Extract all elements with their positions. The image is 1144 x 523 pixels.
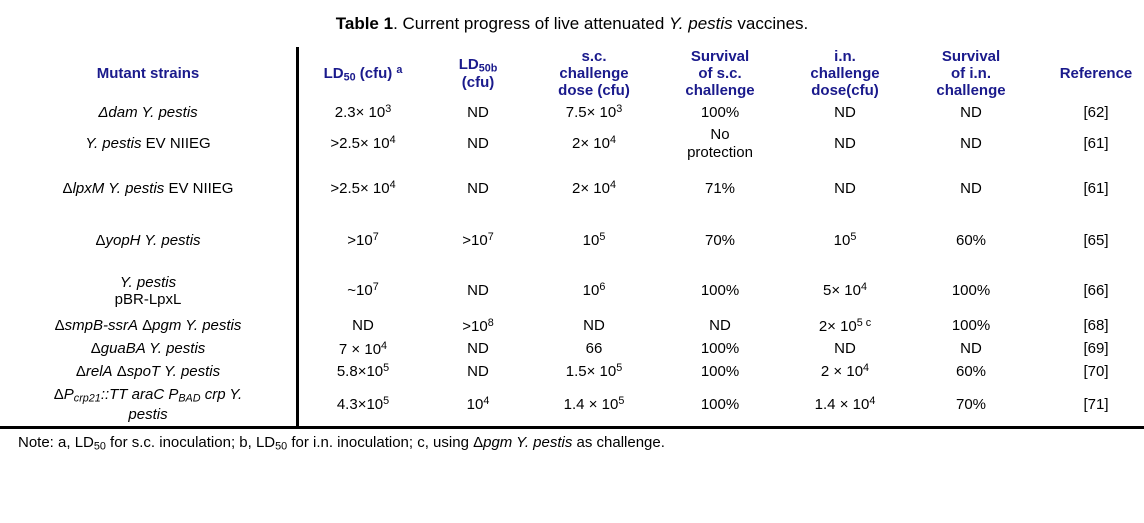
cell-ld50-b: ND (467, 103, 489, 121)
cell-in-survival: ND (960, 340, 982, 358)
cell-ld50-a: $4.3\times 10^5$ (298, 383, 428, 427)
cell-sc-dose: $2\times 10^4$ (572, 179, 616, 198)
cell-ld50-a: $>10^7$ (347, 231, 379, 250)
cell-ld50-b: ND (467, 134, 489, 152)
vaccines-table (0, 47, 1144, 429)
table-row (0, 124, 1144, 163)
table-row (0, 338, 1144, 361)
cell-sc-dose: $7.5\times 10^3$ (565, 103, 623, 122)
cell-reference: [69] (1083, 340, 1109, 358)
cell-in-survival: 70% (909, 383, 1033, 427)
cell-ld50-a: $>2.5\times 10^4$ (330, 179, 396, 198)
cell-in-dose: ND (834, 340, 856, 358)
cell-reference: [66] (1083, 281, 1109, 299)
header-ld50-a: $LD_{50}$ (cfu) $^a$ (323, 64, 403, 84)
table-caption (0, 0, 1144, 47)
cell-ld50-b: ND (467, 362, 489, 380)
cell-in-survival: 60% (955, 231, 987, 249)
cell-strain: ΔguaBA Y. pestis (0, 338, 298, 361)
cell-sc-dose: $2\times 10^4$ (572, 134, 616, 152)
cell-sc-dose: $1.4 \times 10^5$ (529, 383, 659, 427)
cell-reference: [62] (1083, 103, 1109, 121)
cell-ld50-b: ND (467, 281, 489, 299)
cell-strain: ΔyopH Y. pestis (0, 215, 298, 267)
cell-in-survival: ND (960, 103, 982, 121)
cell-ld50-b: $>10^7$ (462, 231, 494, 250)
cell-sc-survival: No protection (687, 126, 753, 161)
cell-sc-dose: ND (583, 317, 605, 335)
table-note: Note: a, $LD_{50}$ for s.c. inoculation; b, $LD_{50}$ for i.n. inoculation; c, using Δpgm Y. pestis as challenge. (18, 433, 665, 453)
cell-ld50-b: ND (467, 179, 489, 197)
cell-ld50-a: $7 \times 10^4$ (338, 339, 388, 358)
cell-reference: [61] (1083, 134, 1109, 152)
cell-ld50-a: $2.3\times 10^3$ (334, 103, 392, 122)
table-header (0, 47, 1144, 101)
cell-in-dose: $1.4 \times 10^4$ (781, 383, 909, 427)
cell-sc-survival: 100% (700, 103, 740, 121)
table-row (0, 360, 1144, 383)
cell-in-dose: $10^5$ (833, 231, 857, 250)
cell-ld50-a: $>2.5\times 10^4$ (330, 134, 396, 152)
cell-sc-survival: 100% (700, 281, 740, 299)
cell-strain: $\Delta P_{crp21}::TT$ araC $P_{BAD}$ crp Y. pestis (0, 383, 298, 427)
cell-in-survival: 100% (951, 317, 991, 335)
header-sc-survival: Survival of s.c. challenge (685, 48, 755, 99)
table-row (0, 315, 1144, 338)
cell-reference: [71] (1033, 383, 1144, 427)
caption-label: Table 1 (335, 14, 394, 33)
cell-sc-survival: 100% (659, 383, 781, 427)
table-row (0, 101, 1144, 124)
cell-strain: Y. pestis EV NIIEG (0, 124, 298, 163)
table-body (0, 101, 1144, 427)
cell-sc-dose: $10^6$ (582, 281, 606, 300)
caption-species: Y. pestis (669, 14, 733, 33)
header-sc-challenge-dose: s.c. challenge dose (cfu) (558, 48, 630, 99)
cell-sc-survival: ND (709, 317, 731, 335)
cell-strain: ΔsmpB-ssrA Δpgm Y. pestis (0, 315, 298, 338)
cell-reference: [70] (1083, 362, 1109, 380)
cell-reference: [61] (1083, 179, 1109, 197)
cell-sc-dose: 66 (585, 340, 603, 358)
cell-sc-survival: 71% (704, 179, 736, 197)
cell-reference: [68] (1083, 317, 1109, 335)
header-mutant-strains: Mutant strains (0, 47, 298, 101)
cell-strain: Δdam Y. pestis (0, 101, 298, 124)
cell-ld50-b: ND (467, 340, 489, 358)
cell-in-dose: $2 \times 10^4$ (820, 362, 870, 381)
table-row (0, 383, 1144, 427)
table-row (0, 215, 1144, 267)
cell-ld50-b: $10^4$ (427, 383, 529, 427)
cell-sc-survival: 70% (704, 231, 736, 249)
cell-sc-survival: 100% (700, 340, 740, 358)
header-ld50-b: $LD_{50b}$ (cfu) (458, 55, 498, 91)
cell-ld50-a: $\sim 10^7$ (347, 281, 379, 300)
cell-strain: ΔrelA ΔspoT Y. pestis (0, 360, 298, 383)
cell-in-dose: ND (834, 179, 856, 197)
cell-in-survival: 60% (955, 362, 987, 380)
cell-sc-survival: 100% (700, 362, 740, 380)
cell-strain: ΔlpxM Y. pestis EV NIIEG (0, 163, 298, 215)
cell-in-survival: 100% (951, 281, 991, 299)
cell-sc-dose: $10^5$ (582, 231, 606, 250)
cell-reference: [65] (1083, 231, 1109, 249)
cell-in-dose: $2\times 10^{5 c}$ (818, 316, 872, 335)
cell-in-dose: $5\times 10^4$ (823, 281, 867, 300)
header-row (0, 47, 1144, 101)
caption-text-before: . Current progress of live attenuated (393, 14, 670, 33)
cell-ld50-a: $5.8\times 10^5$ (336, 362, 390, 381)
header-in-survival: Survival of i.n. challenge (936, 48, 1006, 99)
cell-sc-dose: $1.5\times 10^5$ (565, 362, 623, 381)
cell-in-survival: ND (960, 134, 982, 152)
header-in-challenge-dose: i.n. challenge dose(cfu) (810, 48, 880, 99)
cell-in-survival: ND (960, 179, 982, 197)
cell-in-dose: ND (834, 103, 856, 121)
cell-strain: Y. pestis pBR-LpxL (0, 267, 298, 315)
header-reference: Reference (1059, 64, 1133, 82)
cell-ld50-a: ND (352, 317, 374, 335)
table-row (0, 163, 1144, 215)
cell-ld50-b: $>10^8$ (462, 316, 494, 335)
table-row (0, 267, 1144, 315)
cell-in-dose: ND (834, 134, 856, 152)
caption-text-after: vaccines. (732, 14, 809, 33)
